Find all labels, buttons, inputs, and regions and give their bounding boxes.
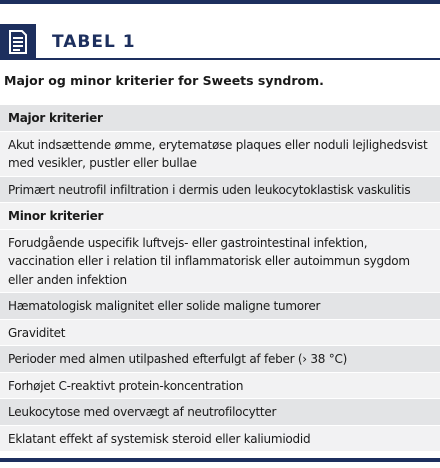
table-section-heading: Major kriterier [0,104,440,131]
bottom-rule [0,458,440,462]
top-rule [0,0,440,4]
table-header [0,24,440,60]
table-row: Perioder med almen utilpashed efterfulgt af feber (› 38 °C) [0,345,440,372]
table-row: Leukocytose med overvægt af neutrofilocytter [0,398,440,425]
table-title: TABEL 1 [52,32,136,52]
table-row: Eklatant effekt af systemisk steroid eller kaliumiodid [0,425,440,452]
header-rule [36,58,440,60]
table-section-heading: Minor kriterier [0,202,440,229]
table-row: Akut indsættende ømme, erytematøse plaques eller noduli lejlighedsvist med vesikler, pustler eller bullae [0,131,440,176]
table-row: Hæmatologisk malignitet eller solide maligne tumorer [0,292,440,319]
criteria-table [0,104,440,451]
table-caption: Major og minor kriterier for Sweets syndrom. [4,73,324,88]
header-icon-box [0,24,36,60]
table-row: Graviditet [0,319,440,346]
table-row: Forhøjet C-reaktivt protein-koncentration [0,372,440,399]
document-list-icon [8,30,28,54]
table-row: Forudgående uspecifik luftvejs- eller gastrointestinal infektion, vaccination eller i relation til inflammatorisk eller autoimmun sygdom eller anden infektion [0,229,440,293]
table-row: Primært neutrofil infiltration i dermis uden leukocytoklastisk vaskulitis [0,176,440,203]
